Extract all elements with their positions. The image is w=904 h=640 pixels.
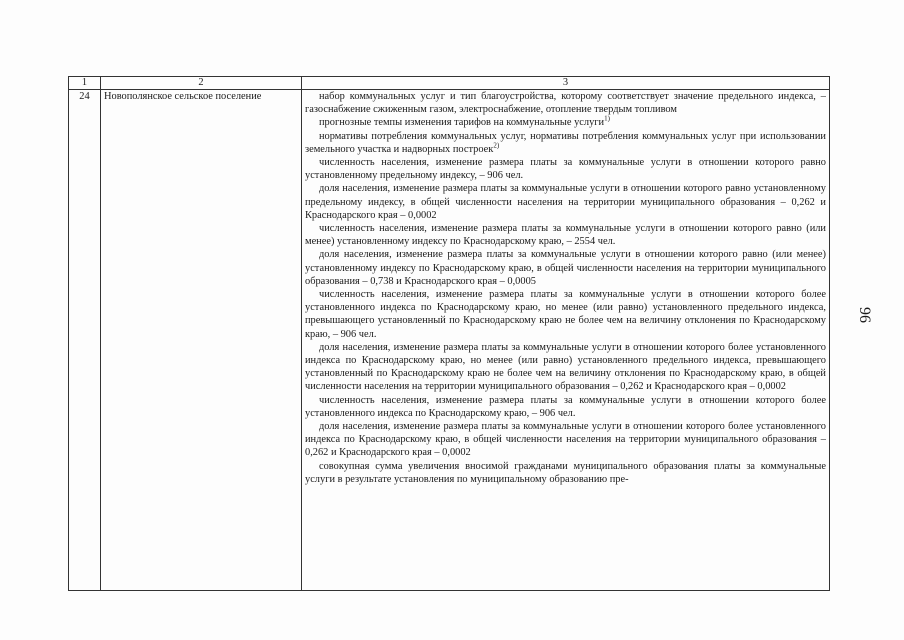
footnote-marker: 2) [493,141,500,150]
paragraph: доля населения, изменение размера платы за коммунальные услуги в отношении которого более установленного индекса по Краснодарскому краю, но менее (или равно) установленного предельного индекса, превышающего установленный по Краснодарскому краю не более чем на величину отклонения по Краснодарскому краю, в общей численности населения на территории муниципального образования – 0,262 и Краснодарского края – 0,0002 [305,341,826,393]
tariff-table [68,76,830,591]
paragraph: численность населения, изменение размера платы за коммунальные услуги в отношении которого равно (или менее) установленному индексу по Краснодарскому краю, – 2554 чел. [305,223,826,248]
paragraph: численность населения, изменение размера платы за коммунальные услуги в отношении которого более установленного индекса по Краснодарскому краю, но менее (или равно) установленного предельного индекса, превышающего установленный по Краснодарскому краю не более чем на величину отклонения по Краснодарскому краю, – 906 чел. [305,289,826,340]
footnote-marker: 1) [604,114,610,123]
paragraph: набор коммунальных услуг и тип благоустройства, которому соответствует значение предельного индекса, – газоснабжение сжиженным газом, электроснабжение, отопление твердым топливом [305,91,826,116]
paragraph: прогнозные темпы изменения тарифов на коммунальные услуги$^{1)}$ [319,114,610,129]
paragraph: численность населения, изменение размера платы за коммунальные услуги в отношении которого более установленного индекса по Краснодарскому краю, – 906 чел. [305,394,826,419]
row-number: 24 [69,90,101,591]
paragraph: численность населения, изменение размера платы за коммунальные услуги в отношении которого равно установленному предельному индексу, – 906 чел. [305,157,826,182]
table-row [69,90,830,591]
paragraph: доля населения, изменение размера платы за коммунальные услуги в отношении которого равно (или менее) установленному индексу по Краснодарскому краю, в общей численности населения на территории муниципального образования – 0,738 и Краснодарского края – 0,0005 [305,249,826,287]
page-number: 96 [856,307,873,323]
paragraph: нормативы потребления коммунальных услуг, нормативы потребления коммунальных услуг при использовании земельного участка и надворных построек$^{2)}$ [305,130,826,155]
paragraph: доля населения, изменение размера платы за коммунальные услуги в отношении которого равно установленному предельному индексу, в общей численности населения на территории муниципального образования – 0,262 и Краснодарского края – 0,0002 [305,183,826,221]
settlement-name: Новополянское сельское поселение [101,90,302,591]
header-col-1: 1 [69,77,101,90]
paragraph: доля населения, изменение размера платы за коммунальные услуги в отношении которого более установленного индекса по Краснодарскому краю, в общей численности населения на территории муниципального образования – 0,262 и Краснодарского края – 0,0002 [305,421,826,459]
header-col-3: 3 [302,77,830,90]
table-header-row [69,77,830,90]
paragraph: совокупная сумма увеличения вносимой гражданами муниципального образования платы за коммунальные услуги в результате установления по муниципальному образованию пре- [305,460,826,485]
header-col-2: 2 [101,77,302,90]
row-content [302,90,830,591]
